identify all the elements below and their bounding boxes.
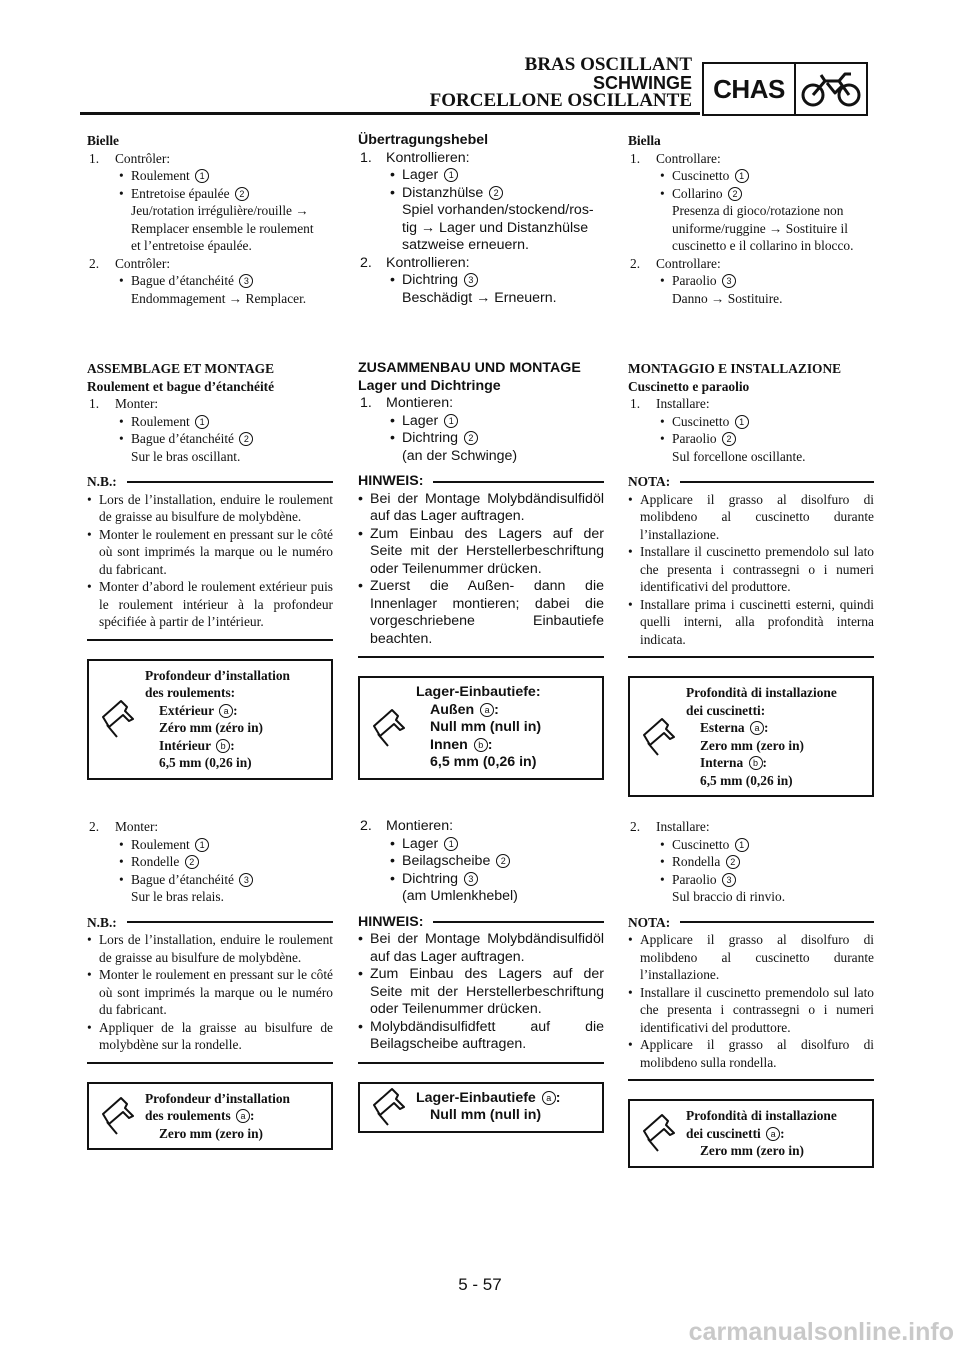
wrench-icon — [630, 1101, 686, 1166]
text-line: Presenza di gioco/rotazione non — [672, 203, 844, 218]
spec-box — [87, 1082, 333, 1151]
text-line: Endommagement → Remplacer. — [131, 290, 307, 306]
list-item: • Paraolio 3 — [628, 272, 874, 290]
text-line: Jeu/rotation irrégulière/rouille → — [131, 203, 309, 218]
chapter-tab — [702, 62, 868, 116]
list-item: • Bague d’étanchéité 3 — [87, 272, 333, 290]
ref-marker: a — [750, 721, 764, 735]
de-inspection — [358, 132, 604, 307]
ref-marker: 1 — [444, 414, 458, 428]
header-rule — [80, 112, 700, 115]
step: 2. Installare: — [630, 819, 710, 834]
ref-marker: 3 — [464, 872, 478, 886]
ref-marker: 2 — [722, 432, 736, 446]
spec-box — [87, 659, 333, 780]
spec-line: Zero mm (zero in) — [159, 1125, 263, 1141]
ref-marker: 2 — [728, 187, 742, 201]
fr-assembly-2 — [87, 818, 333, 1150]
note-header: N.B.: — [87, 914, 333, 932]
ref-marker: 1 — [735, 415, 749, 429]
page-number: 5 - 57 — [458, 1275, 502, 1294]
list-item: • Dichtring 2 — [358, 430, 604, 448]
list-item: • Lager 1 — [358, 836, 604, 854]
note-item: • Appliquer de la graisse au bisulfure de molybdène sur la rondelle. — [87, 1019, 333, 1054]
ref-marker: b — [749, 756, 763, 770]
subheading: Lager und Dichtringe — [358, 377, 501, 394]
ref-marker: a — [542, 1091, 556, 1105]
text-line: Sur le bras relais. — [131, 889, 224, 904]
step: 1. Contrôler: — [89, 150, 171, 166]
heading: ASSEMBLAGE ET MONTAGE — [87, 361, 275, 376]
note-end-rule — [87, 1062, 333, 1064]
heading: Bielle — [87, 133, 119, 148]
text-line: tig → Lager und Distanzhülse — [402, 219, 589, 236]
note-header: NOTA: — [628, 914, 874, 932]
note-item: • Lors de l’installation, enduire le roulement de graisse au bisulfure de molybdène. — [87, 931, 333, 966]
ref-marker: 3 — [239, 873, 253, 887]
list-item: • Dichtring 3 — [358, 871, 604, 889]
spec-line: Zero mm (zero in) — [700, 1143, 804, 1158]
note-header: NOTA: — [628, 473, 874, 491]
text-line: Remplacer ensemble le roulement — [131, 220, 314, 236]
step: 2. Kontrollieren: — [360, 254, 470, 271]
step: 1. Montieren: — [360, 395, 454, 411]
ref-marker: 3 — [722, 274, 736, 288]
spec-line: Zéro mm (zéro in) — [159, 720, 263, 735]
ref-marker: 2 — [185, 855, 199, 869]
list-item: • Distanzhülse 2 — [358, 185, 604, 203]
spec-box — [358, 676, 604, 780]
ref-marker: b — [474, 738, 488, 752]
step: 2. Controllare: — [630, 255, 721, 271]
note-item: • Molybdändisulfidfett auf die Beilagscheibe auftragen. — [358, 1019, 604, 1054]
title-de: SCHWINGE — [593, 73, 692, 93]
ref-marker: 1 — [444, 837, 458, 851]
note-end-rule — [358, 656, 604, 658]
spec-line: Intérieur b : — [159, 737, 235, 753]
heading: ZUSAMMENBAU UND MONTAGE — [358, 360, 581, 376]
title-fr: BRAS OSCILLANT — [524, 54, 692, 75]
list-item: • Roulement 1 — [87, 167, 333, 185]
text-line: Danno → Sostituire. — [672, 290, 783, 306]
spec-line: Innen b : — [430, 736, 493, 753]
ref-marker: 3 — [239, 274, 253, 288]
motorcycle-icon — [796, 64, 866, 114]
list-item: • Bague d’étanchéité 2 — [87, 430, 333, 448]
step: 1. Controllare: — [630, 150, 721, 166]
wrench-icon — [360, 678, 416, 778]
note-item: • Applicare il grasso al disolfuro di molibdeno al cuscinetto durante l’installazione. — [628, 491, 874, 544]
spec-line: Lager-Einbautiefe: — [416, 684, 541, 700]
ref-marker: 2 — [464, 431, 478, 445]
note-item: • Lors de l’installation, enduire le roulement de graisse au bisulfure de molybdène. — [87, 491, 333, 526]
note-header: HINWEIS: — [358, 914, 604, 932]
spec-line: Null mm (null in) — [430, 1107, 542, 1123]
note-item: • Monter le roulement en pressant sur le côté où sont imprimés la marque ou le numéro du fabricant. — [87, 526, 333, 579]
spec-line: Profondeur d’installation — [145, 667, 290, 683]
spec-line: Interna b : — [700, 755, 767, 770]
note-end-rule — [628, 1079, 874, 1081]
note-item: • Installare prima i cuscinetti esterni, quindi quelli interni, alla profondità interna indicata. — [628, 596, 874, 649]
step: 1. Installare: — [630, 396, 710, 411]
heading: MONTAGGIO E INSTALLAZIONE — [628, 361, 842, 376]
spec-line: Lager-Einbautiefe a : — [416, 1089, 561, 1106]
it-inspection — [628, 132, 874, 307]
step: 1. Monter: — [89, 396, 159, 411]
subheading: Roulement et bague d’étanchéité — [87, 378, 275, 394]
chapter-label: CHAS — [704, 64, 796, 114]
step: 2. Contrôler: — [89, 255, 171, 271]
note-item: • Applicare il grasso al disolfuro di molibdeno al cuscinetto durante l’installazione. — [628, 931, 874, 984]
list-item: • Paraolio 2 — [628, 430, 874, 448]
de-assembly-2 — [358, 818, 604, 1133]
ref-marker: b — [216, 739, 230, 753]
ref-marker: 1 — [195, 169, 209, 183]
note-item: • Installare il cuscinetto premendolo sul lato che presenta i contrassegni o i numeri identificativi del produttore. — [628, 984, 874, 1037]
list-item: • Entretoise épaulée 2 — [87, 185, 333, 203]
spec-box — [628, 676, 874, 797]
ref-marker: a — [219, 704, 233, 718]
note-end-rule — [628, 656, 874, 658]
list-item: • Lager 1 — [358, 413, 604, 431]
section-titles — [430, 56, 692, 110]
note-item: • Applicare il grasso al disolfuro di molibdeno sulla rondella. — [628, 1036, 874, 1071]
ref-marker: 1 — [195, 838, 209, 852]
step: 2. Monter: — [89, 819, 159, 834]
watermark: carmanualsonline.info — [688, 1318, 954, 1346]
spec-line: Außen a : — [430, 701, 499, 718]
ref-marker: 2 — [489, 186, 503, 200]
text-line: et l’entretoise épaulée. — [131, 238, 252, 253]
list-item: • Dichtring 3 — [358, 272, 604, 290]
text-line: Sur le bras oscillant. — [131, 448, 241, 464]
it-assembly — [628, 360, 874, 797]
list-item: • Cuscinetto 1 — [628, 167, 874, 185]
ref-marker: 3 — [722, 873, 736, 887]
note-item: • Monter le roulement en pressant sur le côté où sont imprimés la marque ou le numéro du fabricant. — [87, 966, 333, 1019]
text-line: uniforme/ruggine → Sostituire il — [672, 220, 848, 236]
spec-line: des roulements: — [145, 685, 236, 700]
wrench-icon — [89, 1084, 145, 1149]
spec-line: dei cuscinetti: — [686, 702, 766, 718]
spec-line: Null mm (null in) — [430, 719, 542, 735]
spec-line: Profondeur d’installation — [145, 1090, 290, 1106]
text-line: satzweise erneuern. — [402, 237, 529, 253]
ref-marker: 3 — [464, 273, 478, 287]
text-line: Sul forcellone oscillante. — [672, 448, 806, 464]
note-end-rule — [358, 1062, 604, 1064]
spec-box — [358, 1082, 604, 1133]
spec-line: 6,5 mm (0,26 in) — [700, 772, 793, 788]
spec-line: Zero mm (zero in) — [700, 737, 804, 753]
fr-assembly — [87, 360, 333, 780]
spec-line: dei cuscinetti a : — [686, 1125, 785, 1141]
list-item: • Rondelle 2 — [87, 853, 333, 871]
text-line: (an der Schwinge) — [402, 447, 518, 464]
ref-marker: a — [766, 1127, 780, 1141]
list-item: • Roulement 1 — [87, 413, 333, 431]
ref-marker: a — [480, 703, 494, 717]
text-line: cuscinetto e il collarino in blocco. — [672, 238, 854, 253]
note-header: HINWEIS: — [358, 473, 604, 491]
list-item: • Cuscinetto 1 — [628, 413, 874, 431]
note-item: • Installare il cuscinetto premendolo sul lato che presenta i contrassegni o i numeri identificativi del produttore. — [628, 543, 874, 596]
step: 1. Kontrollieren: — [360, 149, 470, 166]
note-header: N.B.: — [87, 473, 333, 491]
list-item: • Collarino 2 — [628, 185, 874, 203]
note-item: • Zuerst die Außen- dann die Innenlager montieren; dabei die vorgeschriebene Einbautiefe beachten. — [358, 578, 604, 648]
ref-marker: 1 — [735, 169, 749, 183]
text-line: Spiel vorhanden/stockend/ros- — [402, 202, 594, 218]
ref-marker: 2 — [726, 855, 740, 869]
spec-line: Profondità di installazione — [686, 685, 837, 700]
text-line: (am Umlenkhebel) — [402, 888, 518, 904]
ref-marker: a — [236, 1109, 250, 1123]
spec-line: Profondità di installazione — [686, 1108, 837, 1123]
text-line: Beschädigt → Erneuern. — [402, 289, 557, 306]
ref-marker: 2 — [235, 187, 249, 201]
ref-marker: 2 — [496, 854, 510, 868]
wrench-icon — [89, 661, 145, 778]
wrench-icon — [630, 678, 686, 795]
list-item: • Roulement 1 — [87, 836, 333, 854]
fr-inspection — [87, 132, 333, 307]
list-item: • Lager 1 — [358, 167, 604, 185]
list-item: • Paraolio 3 — [628, 871, 874, 889]
list-item: • Beilagscheibe 2 — [358, 853, 604, 871]
list-item: • Rondella 2 — [628, 853, 874, 871]
spec-line: Esterna a : — [700, 720, 769, 735]
ref-marker: 1 — [735, 838, 749, 852]
list-item: • Bague d’étanchéité 3 — [87, 871, 333, 889]
spec-line: des roulements a : — [145, 1108, 255, 1123]
note-item: • Monter d’abord le roulement extérieur puis le roulement intérieur à la profondeur spécifiée à partir de l’intérieur. — [87, 578, 333, 631]
note-item: • Bei der Montage Molybdändisulfidöl auf das Lager auftragen. — [358, 491, 604, 526]
note-item: • Zum Einbau des Lagers auf der Seite mit der Herstellerbeschriftung oder Teilenummer drücken. — [358, 526, 604, 579]
spec-line: 6,5 mm (0,26 in) — [430, 754, 537, 770]
spec-box — [628, 1099, 874, 1168]
ref-marker: 1 — [195, 415, 209, 429]
de-assembly — [358, 360, 604, 780]
wrench-icon — [360, 1084, 416, 1131]
step: 2. Montieren: — [360, 818, 454, 834]
text-line: Sul braccio di rinvio. — [672, 889, 786, 904]
spec-line: Extérieur a : — [159, 702, 238, 718]
spec-line: 6,5 mm (0,26 in) — [159, 755, 252, 770]
heading: Übertragungshebel — [358, 132, 489, 148]
note-end-rule — [87, 639, 333, 641]
note-item: • Bei der Montage Molybdändisulfidöl auf das Lager auftragen. — [358, 931, 604, 966]
list-item: • Cuscinetto 1 — [628, 836, 874, 854]
ref-marker: 2 — [239, 432, 253, 446]
subheading: Cuscinetto e paraolio — [628, 378, 750, 394]
heading: Biella — [628, 133, 661, 148]
it-assembly-2 — [628, 818, 874, 1168]
title-it: FORCELLONE OSCILLANTE — [429, 90, 692, 111]
note-item: • Zum Einbau des Lagers auf der Seite mit der Herstellerbeschriftung oder Teilenummer drücken. — [358, 966, 604, 1019]
ref-marker: 1 — [444, 168, 458, 182]
